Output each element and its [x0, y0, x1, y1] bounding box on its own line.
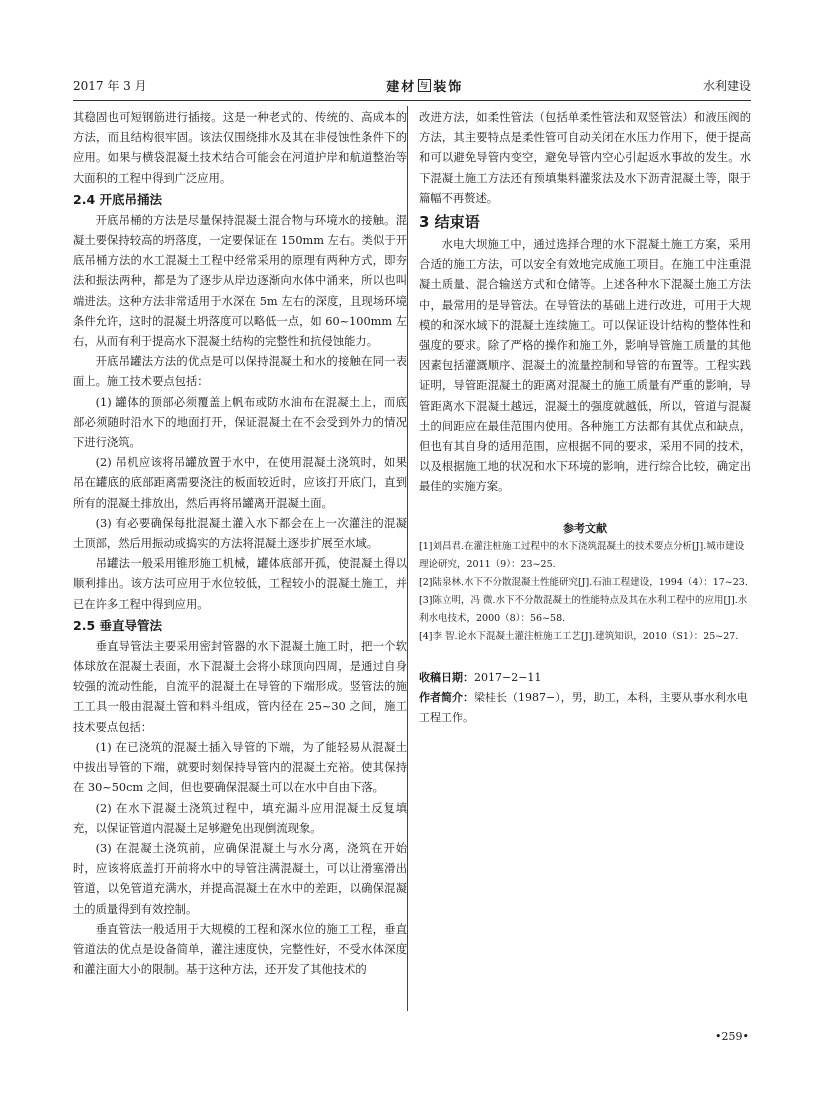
received-date [419, 668, 751, 688]
paragraph: 其稳固也可短钢筋进行插接。这是一种老式的、传统的、高成本的方法，而且结构很牢固。该法仅围绕排水及其在非侵蚀性条件下的应用。如果与横袋混凝土技术结合可能会在河道护岸和航道整治等大面积的工程中得到广泛应用。 [73, 111, 407, 185]
author-value: 梁桂长（1987−），男，助工，本科，主要从事水利水电工程工作。 [419, 690, 748, 724]
paragraph: 吊罐法一般采用锥形施工机械，罐体底部开孤，使混凝土得以顺利排出。该方法可应用于水位较低，工程较小的混凝土施工，并已在许多工程中得到应用。 [73, 557, 407, 611]
section-heading-3: 3 结束语 [419, 213, 480, 232]
list-item: (2) 吊机应该将吊罐放置于水中，在使用混凝土浇筑时，如果吊在罐底的底部距离需要浇注的板面较近时，应该打开底门，直到所有的混凝土排放出，然后再将吊罐离开混凝土面。 [73, 456, 407, 510]
paragraph: 开底吊罐法方法的优点是可以保持混凝土和水的接触在同一表面上。施工技术要点包括： [73, 355, 407, 389]
page-header [73, 70, 751, 101]
reference-item: [1]刘昌君.在灌注桩施工过程中的水下浇筑混凝土的技术要点分析[J].城市建设理论研究，2011（9）：23~25. [419, 540, 745, 570]
journal-logo [386, 76, 463, 95]
right-column [419, 108, 751, 728]
journal-logo-mark: 与 [419, 80, 430, 90]
list-item: (1) 在已浇筑的混凝土插入导管的下端，为了能轻易从混凝土中拔出导管的下端，就要时刻保持导管内的混凝土充裕。使其保持在 30~50cm 之间，但也要确保混凝土可以在水中自由下落。 [73, 740, 407, 795]
list-item: (2) 在水下混凝土浇筑过程中，填充漏斗应用混凝土反复填充，以保证管道内混凝土足够避免出现倒流现象。 [73, 801, 407, 835]
section-name: 水利建设 [702, 78, 751, 93]
column-divider [407, 106, 408, 1011]
paragraph: 垂直导管法主要采用密封管器的水下混凝土施工时，把一个软体球放在混凝土表面，水下混凝土会将小球顶向四周，是通过自身较强的流动性能，自流平的混凝土在导管的下端形成。竖管法的施工工具一般由混凝土管和料斗组成，管内径在 25~30 之间，施工技术要点包括： [73, 639, 407, 734]
author-bio [419, 688, 751, 728]
received-value: 2017−2−11 [474, 670, 542, 684]
received-label: 收稿日期： [419, 670, 474, 684]
reference-item: [4]李 智.论水下混凝土灌注桩施工工艺[J].建筑知识，2010（S1）：25~27. [419, 630, 739, 642]
reference-item: [2]陆泉林.水下不分散混凝土性能研究[J].石油工程建设，1994（4）：17~23. [419, 576, 748, 588]
issue-date: 2017 年 3 月 [73, 78, 147, 93]
journal-name-part2: 装饰 [433, 79, 464, 95]
paragraph: 开底吊桶的方法是尽量保持混凝土混合物与环境水的接触。混凝土要保持较高的坍落度，一定要保证在 150mm 左右。类似于开底吊桶方法的水工混凝土工程中经常采用的原理有两种方式，即夯法和振法两种，都是为了逐步从岸边逐渐向水体中涌来，所以也叫端进法。这种方法非常适用于水深在 5m 左右的深度，且现场环境条件允许，这时的混凝土坍落度可以略低一点，如 60~100mm 左右，从而有利于提高水下混凝土结构的完整性和抗侵蚀能力。 [73, 213, 407, 349]
page-number: •259• [715, 1030, 749, 1043]
reference-item: [3]陈立明，冯 微.水下不分散混凝土的性能特点及其在水利工程中的应用[J].水利水电技术，2000（8）：56~58. [419, 594, 748, 624]
section-heading-2-4: 2.4 开底吊捅法 [73, 191, 162, 207]
article-meta [419, 668, 751, 728]
list-item: (3) 在混凝土浇筑前，应确保混凝土与水分离，浇筑在开始时，应该将底盖打开前将水中的导管注满混凝土，可以让滑塞滑出管道，以免管道充满水，并提高混凝土在水中的差距，以确保混凝土的质量得到有效控制。 [73, 841, 407, 916]
author-label: 作者简介： [419, 690, 474, 704]
list-item: (3) 有必要确保每批混凝土灌入水下都会在上一次灌注的混凝土顶部，然后用振动或捣实的方法将混凝土逐步扩展至水域。 [73, 516, 407, 551]
section-heading-2-5: 2.5 垂直导管法 [73, 617, 162, 633]
paragraph: 垂直管法一般适用于大规模的工程和深水位的施工工程，垂直管道法的优点是设备简单，灌注速度快，完整性好，不受水体深度和灌注面大小的限制。基于这种方法，还开发了其他技术的 [73, 922, 407, 977]
list-item: (1) 罐体的顶部必须覆盖上帆布或防水油布在混凝土上，而底部必须随时沿水下的地面打开，保证混凝土在不会受到外力的情况下进行浇筑。 [73, 395, 407, 450]
left-column [73, 108, 407, 980]
paragraph: 改进方法，如柔性管法（包括单柔性管法和双竖管法）和液压阀的方法，其主要特点是柔性管可自动关闭在水压力作用下，便于提高和可以避免导管内变空，避免导管内空心引起返水事故的发生。水下混凝土施工方法还有预填集料灌浆法及水下沥青混凝土等，限于篇幅不再赘述。 [419, 111, 751, 205]
journal-name-part1: 建材 [386, 79, 417, 95]
references-title: 参考文献 [563, 521, 607, 535]
paragraph: 水电大坝施工中，通过选择合理的水下混凝土施工方案，采用合适的施工方法，可以安全有效地完成施工项目。在施工中注重混凝土质量、混合输送方式和仓储等。上述各种水下混凝土施工方法中，最常用的是导管法。在导管法的基础上进行改进，可用于大规模的和深水域下的混凝土连续施工。可以保证设计结构的整体性和强度的要求。除了严格的操作和施工外，影响导管施工质量的其他因素包括灌溉顺序、混凝土的流量控制和导管的布置等。工程实践证明，导管距混凝土的距离对混凝土的施工质量有严重的影响，导管距离水下混凝土越远，混凝土的强度就越低，所以，管道与混凝土的间距应在最佳范围内使用。各种施工方法都有其优点和缺点，但也有其自身的适用范围，应根据不同的要求，采用不同的技术，以及根据施工地的状况和水下环境的影响，进行综合比较，确定出最佳的实施方案。 [419, 238, 751, 494]
